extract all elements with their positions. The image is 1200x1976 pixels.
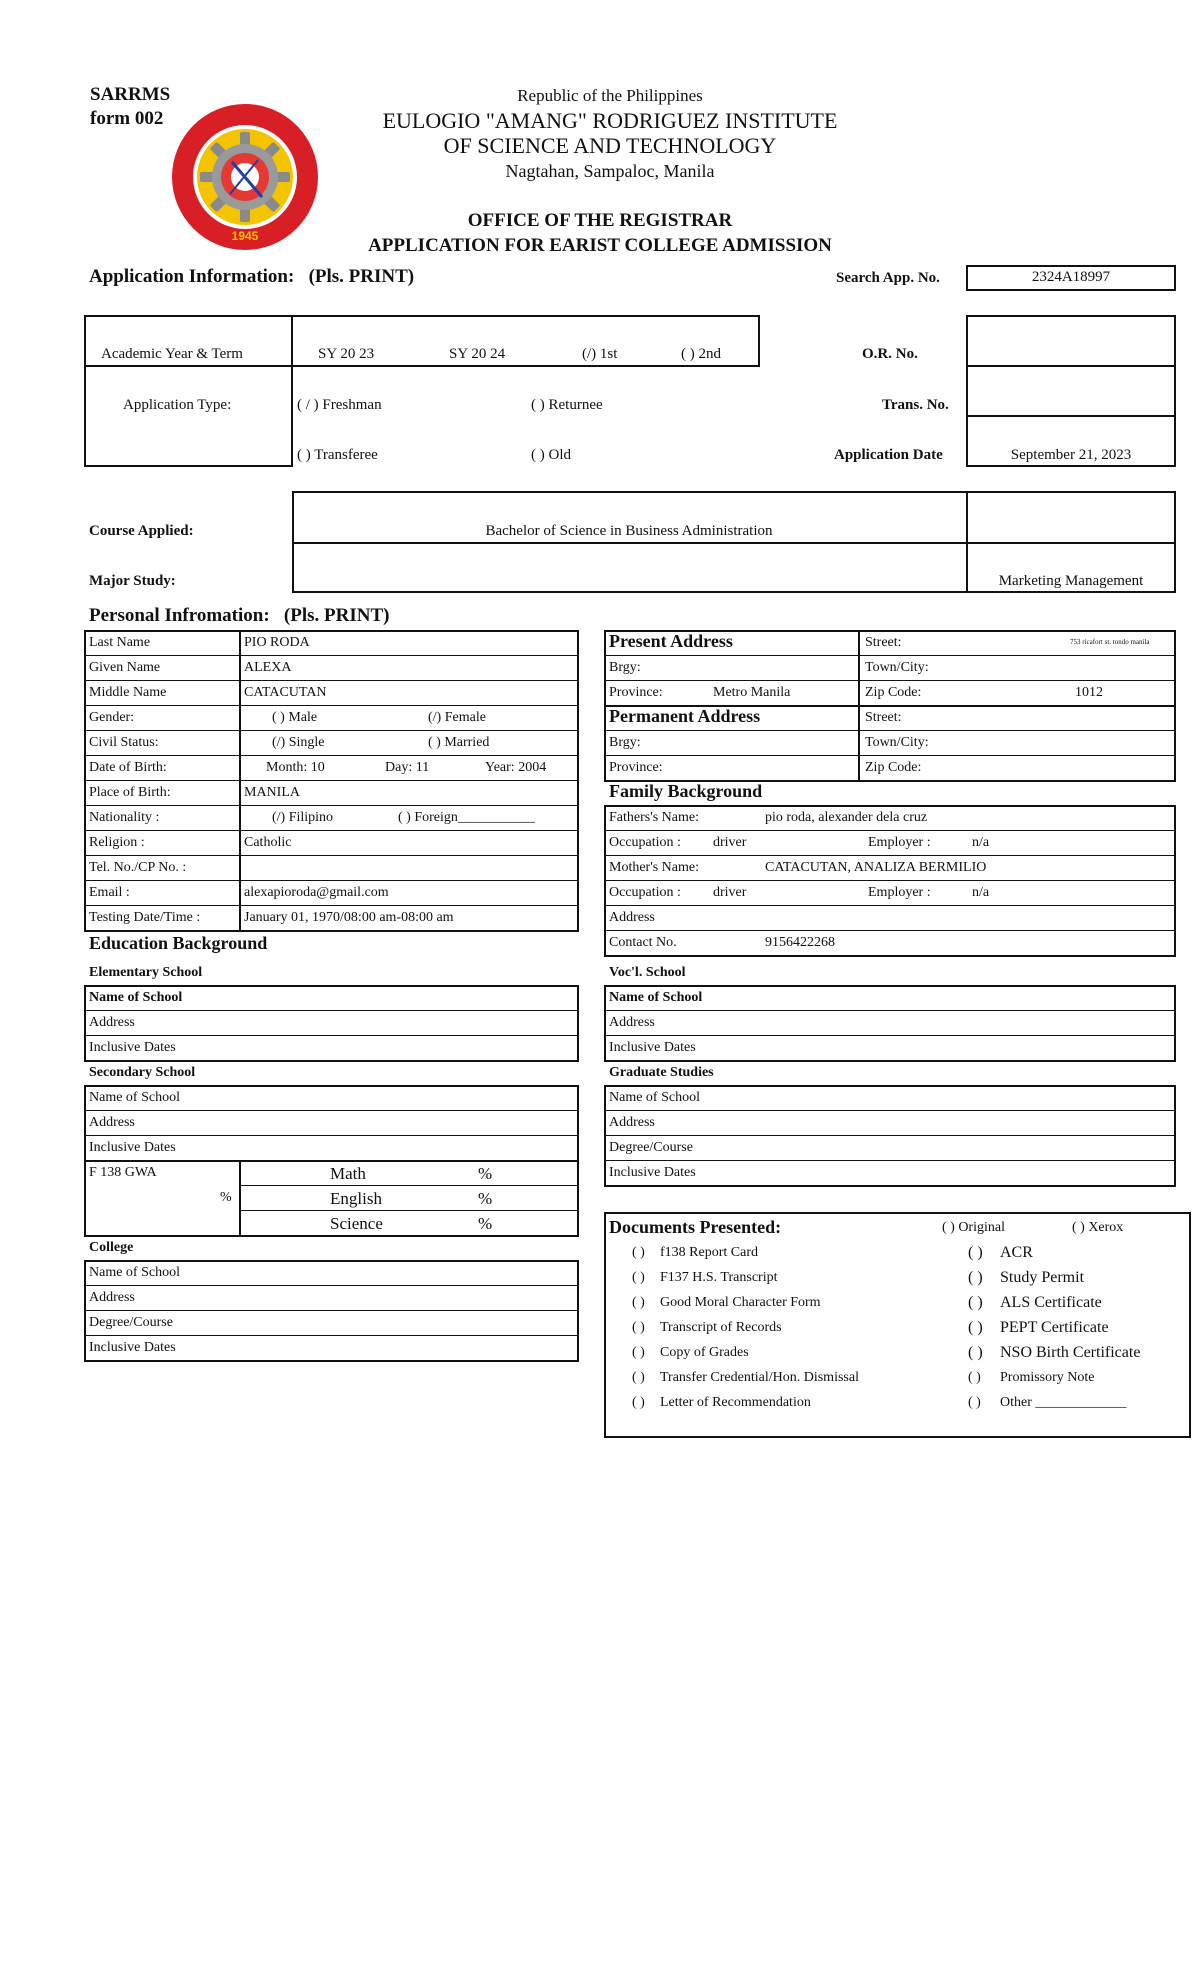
- gender-label: Gender:: [89, 710, 135, 725]
- civil-status-label: Civil Status:: [89, 735, 159, 750]
- date-of-birth-label: Date of Birth:: [89, 760, 167, 775]
- present-address-heading: Present Address: [609, 631, 733, 651]
- doc-checkbox-other[interactable]: ( ): [968, 1395, 981, 1410]
- college-dates-label[interactable]: Inclusive Dates: [89, 1340, 176, 1355]
- present-zip-label: Zip Code:: [865, 685, 922, 700]
- testing-date-label: Testing Date/Time :: [89, 910, 201, 925]
- father-employer-field[interactable]: n/a: [972, 835, 990, 850]
- returnee-checkbox[interactable]: ( ) Returnee: [531, 397, 603, 413]
- college-address-label[interactable]: Address: [89, 1290, 135, 1305]
- telephone-label: Tel. No./CP No. :: [89, 860, 187, 875]
- doc-f137-transcript: F137 H.S. Transcript: [660, 1270, 778, 1285]
- mother-employer-label: Employer :: [868, 885, 931, 900]
- present-province-label: Province:: [609, 685, 663, 700]
- family-address-label: Address: [609, 910, 655, 925]
- mother-name-label: Mother's Name:: [609, 860, 700, 875]
- family-background-heading: Family Background: [609, 781, 763, 801]
- application-type-label: Application Type:: [123, 397, 232, 413]
- doc-checkbox-study-permit[interactable]: ( ): [968, 1269, 983, 1286]
- father-occupation-label: Occupation :: [609, 835, 681, 850]
- search-app-label: Search App. No.: [836, 270, 940, 286]
- father-occupation-field[interactable]: driver: [713, 835, 747, 850]
- doc-checkbox-f138[interactable]: ( ): [632, 1245, 645, 1260]
- doc-letter-of-recommendation: Letter of Recommendation: [660, 1395, 811, 1410]
- elementary-name-label[interactable]: Name of School: [89, 990, 183, 1005]
- doc-als-certificate: ALS Certificate: [1000, 1294, 1102, 1311]
- doc-checkbox-pept[interactable]: ( ): [968, 1319, 983, 1336]
- civil-married-checkbox[interactable]: ( ) Married: [428, 735, 490, 750]
- course-applied-label: Course Applied:: [89, 523, 194, 539]
- present-brgy-label: Brgy:: [609, 660, 641, 675]
- form-code-line-2: form 002: [90, 108, 164, 129]
- vocational-address-label[interactable]: Address: [609, 1015, 655, 1030]
- testing-date-field[interactable]: January 01, 1970/08:00 am-08:00 am: [244, 910, 454, 925]
- doc-checkbox-als[interactable]: ( ): [968, 1294, 983, 1311]
- secondary-name-label[interactable]: Name of School: [89, 1090, 180, 1105]
- form-code-line-1: SARRMS: [90, 84, 171, 105]
- application-title: APPLICATION FOR EARIST COLLEGE ADMISSION: [368, 235, 832, 256]
- english-label: English: [330, 1189, 382, 1208]
- given-name-field[interactable]: ALEXA: [244, 660, 292, 675]
- doc-checkbox-copy-grades[interactable]: ( ): [632, 1345, 645, 1360]
- application-date-field[interactable]: September 21, 2023: [1010, 447, 1132, 463]
- nationality-filipino-checkbox[interactable]: (/) Filipino: [272, 810, 334, 825]
- vocational-heading: Voc'l. School: [609, 965, 686, 980]
- mother-occupation-label: Occupation :: [609, 885, 681, 900]
- elementary-dates-label[interactable]: Inclusive Dates: [89, 1040, 176, 1055]
- dob-year-field[interactable]: Year: 2004: [485, 760, 547, 775]
- documents-presented-heading: Documents Presented:: [609, 1217, 782, 1237]
- english-percent[interactable]: %: [478, 1189, 493, 1208]
- doc-checkbox-promissory[interactable]: ( ): [968, 1370, 981, 1385]
- science-label: Science: [330, 1214, 383, 1233]
- registrar-fields-box: [966, 315, 1176, 467]
- graduate-name-label[interactable]: Name of School: [609, 1090, 700, 1105]
- doc-acr: ACR: [1000, 1244, 1033, 1261]
- republic-line: Republic of the Philippines: [517, 86, 703, 105]
- transferee-checkbox[interactable]: ( ) Transferee: [297, 447, 378, 463]
- nationality-foreign-checkbox[interactable]: ( ) Foreign___________: [398, 810, 535, 825]
- school-year-end[interactable]: SY 20 24: [449, 346, 506, 362]
- doc-checkbox-nso[interactable]: ( ): [968, 1344, 983, 1361]
- elementary-heading: Elementary School: [89, 965, 203, 980]
- permanent-province-label: Province:: [609, 760, 663, 775]
- education-background-heading: Education Background: [89, 933, 268, 953]
- svg-text:1945: 1945: [231, 229, 259, 243]
- gender-male-checkbox[interactable]: ( ) Male: [272, 710, 318, 725]
- graduate-degree-label[interactable]: Degree/Course: [609, 1140, 693, 1155]
- doc-pept-certificate: PEPT Certificate: [1000, 1319, 1109, 1336]
- doc-good-moral: Good Moral Character Form: [660, 1295, 821, 1310]
- last-name-label: Last Name: [89, 635, 151, 650]
- or-number-label: O.R. No.: [862, 346, 918, 362]
- doc-checkbox-acr[interactable]: ( ): [968, 1244, 983, 1261]
- last-name-field[interactable]: PIO RODA: [244, 635, 310, 650]
- term-second-checkbox[interactable]: ( ) 2nd: [681, 346, 721, 362]
- father-name-label: Fathers's Name:: [609, 810, 700, 825]
- old-checkbox[interactable]: ( ) Old: [531, 447, 571, 463]
- father-name-field[interactable]: pio roda, alexander dela cruz: [765, 810, 928, 825]
- academic-year-label: Academic Year & Term: [101, 346, 243, 362]
- vocational-name-label[interactable]: Name of School: [609, 990, 703, 1005]
- vocational-dates-label[interactable]: Inclusive Dates: [609, 1040, 696, 1055]
- doc-copy-of-grades: Copy of Grades: [660, 1345, 749, 1360]
- elementary-address-label[interactable]: Address: [89, 1015, 135, 1030]
- college-heading: College: [89, 1240, 134, 1255]
- math-label: Math: [330, 1164, 366, 1183]
- search-app-value: 2324A18997: [1031, 269, 1111, 285]
- secondary-heading: Secondary School: [89, 1065, 196, 1080]
- doc-promissory-note: Promissory Note: [1000, 1370, 1095, 1385]
- college-name-label[interactable]: Name of School: [89, 1265, 180, 1280]
- father-employer-label: Employer :: [868, 835, 931, 850]
- given-name-label: Given Name: [89, 660, 161, 675]
- religion-field[interactable]: Catholic: [244, 835, 292, 850]
- present-zip-field[interactable]: 1012: [1075, 685, 1103, 700]
- graduate-address-label[interactable]: Address: [609, 1115, 655, 1130]
- present-street-field[interactable]: 753 ricafort st. tondo manila: [1070, 638, 1150, 646]
- dob-day-field[interactable]: Day: 11: [385, 760, 430, 775]
- mother-employer-field[interactable]: n/a: [972, 885, 990, 900]
- civil-single-checkbox[interactable]: (/) Single: [272, 735, 325, 750]
- application-date-label: Application Date: [834, 447, 943, 463]
- permanent-address-heading: Permanent Address: [609, 706, 761, 726]
- doc-checkbox-good-moral[interactable]: ( ): [632, 1295, 645, 1310]
- gender-female-checkbox[interactable]: (/) Female: [428, 710, 486, 725]
- present-street-label: Street:: [865, 635, 902, 650]
- doc-study-permit: Study Permit: [1000, 1269, 1085, 1286]
- family-background-table: [604, 805, 1176, 957]
- doc-f138-report-card: f138 Report Card: [660, 1245, 758, 1260]
- dob-month-field[interactable]: Month: 10: [266, 760, 325, 775]
- office-title: OFFICE OF THE REGISTRAR: [467, 210, 733, 231]
- present-town-label: Town/City:: [865, 660, 929, 675]
- graduate-dates-label[interactable]: Inclusive Dates: [609, 1165, 696, 1180]
- contact-number-label: Contact No.: [609, 935, 677, 950]
- permanent-street-label: Street:: [865, 710, 902, 725]
- permanent-brgy-label: Brgy:: [609, 735, 641, 750]
- present-province-field[interactable]: Metro Manila: [713, 685, 791, 700]
- course-applied-field[interactable]: Bachelor of Science in Business Administration: [485, 523, 773, 539]
- institute-name-line-1: EULOGIO "AMANG" RODRIGUEZ INSTITUTE: [382, 108, 838, 133]
- personal-info-heading: Personal Infromation: (Pls. PRINT): [89, 605, 390, 626]
- major-study-label: Major Study:: [89, 573, 176, 589]
- gwa-percent-sign[interactable]: %: [220, 1190, 232, 1205]
- institute-location: Nagtahan, Sampaloc, Manila: [505, 161, 715, 181]
- college-degree-label[interactable]: Degree/Course: [89, 1315, 173, 1330]
- f138-gwa-label: F 138 GWA: [89, 1165, 157, 1180]
- middle-name-label: Middle Name: [89, 685, 167, 700]
- email-label: Email :: [89, 885, 130, 900]
- permanent-town-label: Town/City:: [865, 735, 929, 750]
- nationality-label: Nationality :: [89, 810, 160, 825]
- trans-number-label: Trans. No.: [882, 397, 949, 413]
- place-of-birth-field[interactable]: MANILA: [244, 785, 300, 800]
- xerox-checkbox[interactable]: ( ) Xerox: [1072, 1220, 1124, 1235]
- contact-number-field[interactable]: 9156422268: [765, 935, 835, 950]
- doc-other: Other _____________: [1000, 1395, 1127, 1410]
- school-year-start[interactable]: SY 20 23: [318, 346, 375, 362]
- application-info-heading: Application Information: (Pls. PRINT): [89, 266, 415, 287]
- middle-name-field[interactable]: CATACUTAN: [244, 685, 327, 700]
- doc-transfer-credential: Transfer Credential/Hon. Dismissal: [660, 1370, 859, 1385]
- doc-nso-birth-certificate: NSO Birth Certificate: [1000, 1344, 1141, 1361]
- science-percent[interactable]: %: [478, 1214, 493, 1233]
- email-field[interactable]: alexapioroda@gmail.com: [244, 885, 389, 900]
- mother-occupation-field[interactable]: driver: [713, 885, 747, 900]
- doc-checkbox-f137[interactable]: ( ): [632, 1270, 645, 1285]
- original-checkbox[interactable]: ( ) Original: [942, 1220, 1005, 1235]
- math-percent[interactable]: %: [478, 1164, 493, 1183]
- doc-checkbox-transfer[interactable]: ( ): [632, 1370, 645, 1385]
- doc-checkbox-recommendation[interactable]: ( ): [632, 1395, 645, 1410]
- doc-checkbox-tor[interactable]: ( ): [632, 1320, 645, 1335]
- secondary-address-label[interactable]: Address: [89, 1115, 135, 1130]
- place-of-birth-label: Place of Birth:: [89, 785, 171, 800]
- permanent-zip-label: Zip Code:: [865, 760, 922, 775]
- doc-transcript-of-records: Transcript of Records: [660, 1320, 782, 1335]
- institute-name-line-2: OF SCIENCE AND TECHNOLOGY: [443, 133, 777, 158]
- graduate-heading: Graduate Studies: [609, 1065, 714, 1080]
- secondary-dates-label[interactable]: Inclusive Dates: [89, 1140, 176, 1155]
- freshman-checkbox[interactable]: ( / ) Freshman: [297, 397, 382, 413]
- religion-label: Religion :: [89, 835, 145, 850]
- major-study-field[interactable]: Marketing Management: [998, 573, 1144, 589]
- term-first-checkbox[interactable]: (/) 1st: [582, 346, 618, 362]
- mother-name-field[interactable]: CATACUTAN, ANALIZA BERMILIO: [765, 860, 987, 875]
